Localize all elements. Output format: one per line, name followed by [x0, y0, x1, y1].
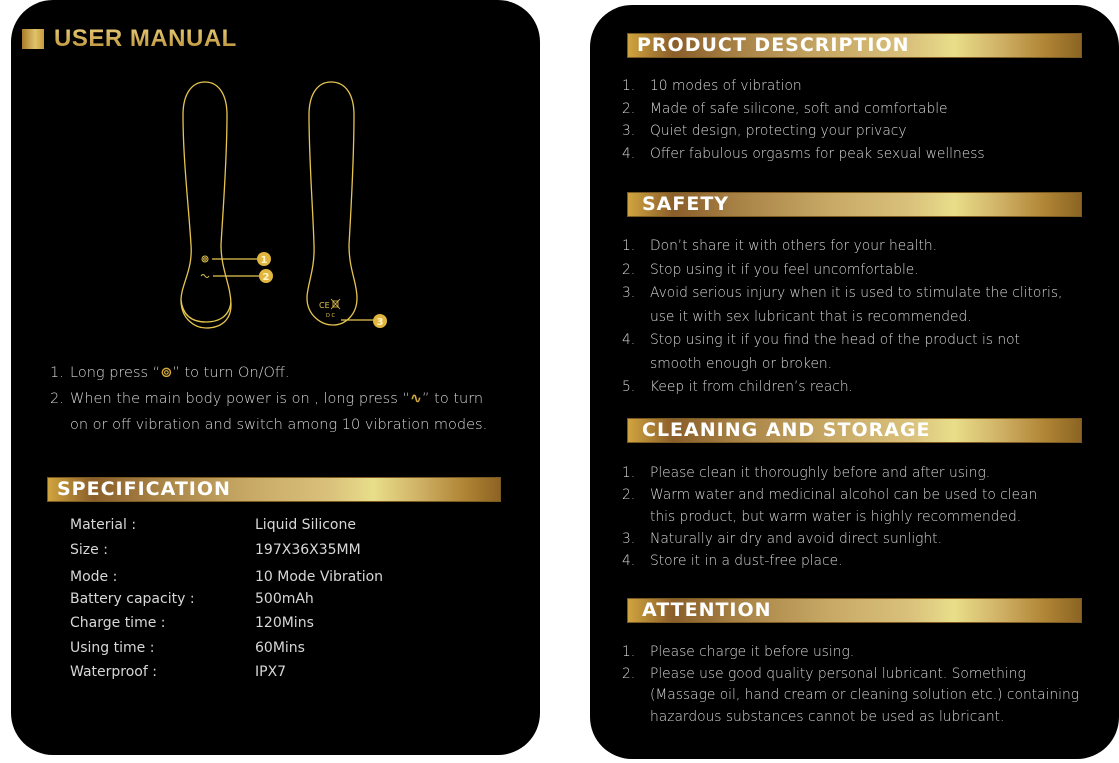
title-square-icon: [22, 29, 44, 49]
description-item: 1. 10 modes of vibration: [622, 78, 802, 94]
cleaning-heading: CLEANING AND STORAGE: [642, 419, 931, 441]
callout-badges: [257, 252, 387, 328]
description-item: 3. Quiet design, protecting your privacy: [622, 123, 907, 139]
power-glyph-icon: ⊚: [160, 365, 173, 381]
product-diagram: [161, 70, 421, 350]
product-description-list: [622, 75, 1082, 165]
description-item: 2. Made of safe silicone, soft and comfortable: [622, 100, 948, 117]
spec-row-charge-time: Charge time : 120Mins: [70, 615, 314, 631]
spec-row-waterproof: Waterproof : IPX7: [70, 664, 287, 680]
item-text: When the main body power is on , long press “∿” to turn on or off vibration and switch among 10 vibration modes.: [70, 391, 488, 433]
attention-item: 2. Please use good quality personal lubricant. Something (Massage oil, hand cream or cleaning solution etc.) containing hazardous substances cannot be used as lubricant.: [622, 665, 1079, 725]
item-number: 1.: [50, 365, 64, 381]
cleaning-item: 3. Naturally air dry and avoid direct sunlight.: [622, 531, 942, 547]
safety-item: 3. Avoid serious injury when it is used to stimulate the clitoris, use it with sex lubricant that is recommended.: [622, 285, 1063, 325]
specification-heading: SPECIFICATION: [57, 478, 231, 500]
safety-item: 2. Stop using it if you feel uncomfortable.: [622, 261, 919, 278]
back-view-outline: [307, 82, 357, 325]
safety-item: 4. Stop using it if you find the head of the product is not smooth enough or broken.: [622, 332, 1020, 372]
safety-list: [622, 235, 1067, 400]
cleaning-list: [622, 462, 1062, 572]
spec-row-material: Material : Liquid Silicone: [70, 517, 356, 533]
description-item: 4. Offer fabulous orgasms for peak sexual wellness: [622, 145, 985, 162]
dc-mark: D C: [326, 313, 335, 319]
safety-item: 5. Keep it from children’s reach.: [622, 379, 853, 395]
product-description-heading: PRODUCT DESCRIPTION: [637, 34, 910, 56]
item-text: Long press “⊚” to turn On/Off.: [70, 365, 290, 381]
safety-heading: SAFETY: [642, 193, 730, 215]
spec-row-using-time: Using time : 60Mins: [70, 640, 305, 656]
cleaning-item: 2. Warm water and medicinal alcohol can be used to clean this product, but warm water is highly recommended.: [622, 487, 1038, 525]
safety-heading-band: [627, 192, 1082, 217]
cleaning-item: 4. Store it in a dust-free place.: [622, 553, 843, 569]
ce-mark: CE: [319, 301, 330, 310]
item-number: 2.: [50, 391, 64, 407]
product-description-heading-band: [627, 33, 1082, 58]
operation-instructions: [50, 360, 500, 438]
manual-title-row: [22, 26, 237, 52]
power-button-icon: [202, 256, 208, 262]
front-view-outline: [181, 82, 231, 328]
weee-bin-icon: [331, 299, 340, 309]
cleaning-item: 1. Please clean it thoroughly before and after using.: [622, 465, 991, 481]
callout-3: 3: [376, 317, 384, 328]
cleaning-heading-band: [627, 418, 1082, 443]
attention-item: 1. Please charge it before using.: [622, 644, 855, 660]
vibration-glyph-icon: ∿: [409, 391, 423, 407]
manual-title: USER MANUAL: [54, 25, 237, 52]
spec-row-size: Size : 197X36X35MM: [70, 542, 361, 558]
front-view-base: [181, 300, 231, 322]
safety-item: 1. Don’t share it with others for your health.: [622, 238, 938, 254]
attention-heading-band: [627, 598, 1082, 623]
callout-2: 2: [262, 272, 270, 283]
operation-item: [50, 360, 500, 386]
specification-heading-band: [47, 477, 501, 502]
vibration-button-icon: [201, 275, 209, 278]
spec-row-battery: Battery capacity : 500mAh: [70, 591, 314, 607]
attention-list: [622, 642, 1082, 728]
attention-heading: ATTENTION: [642, 599, 772, 621]
operation-item: [50, 386, 500, 438]
callout-1: 1: [260, 255, 268, 266]
spec-row-mode: Mode : 10 Mode Vibration: [70, 569, 384, 585]
